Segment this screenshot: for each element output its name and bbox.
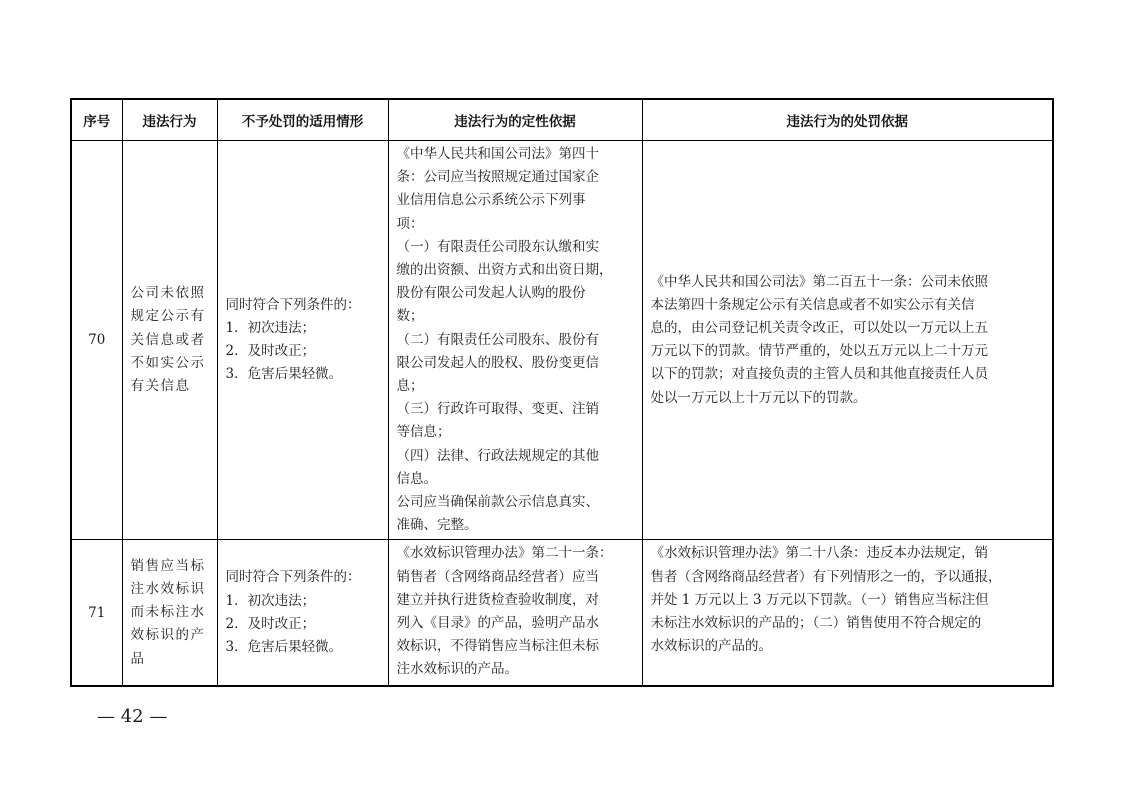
penalty-line: 处以一万元以上十万元以下的罚款。 <box>650 389 867 406</box>
penalty-cell <box>642 141 1053 540</box>
basis-line: 列入《目录》的产品，验明产品水 <box>396 615 599 632</box>
basis-line: 缴的出资额、出资方式和出资日期， <box>396 262 613 279</box>
exemption-line: 2．及时改正； <box>225 343 316 360</box>
exemption-line: 3．危害后果轻微。 <box>225 366 343 383</box>
basis-line: 股份有限公司发起人认购的股份 <box>396 285 586 302</box>
basis-line: 信息。 <box>396 470 437 487</box>
basis-line: 公司应当确保前款公示信息真实、 <box>396 494 599 511</box>
exemption-line: 同时符合下列条件的： <box>225 569 361 586</box>
table-row <box>71 540 1053 686</box>
exemption-line: 1．初次违法； <box>225 592 316 609</box>
violation-line: 效标识的产 <box>130 627 206 644</box>
regulation-table <box>70 98 1054 687</box>
header-basis: 违法行为的定性依据 <box>388 99 642 141</box>
basis-line: 息； <box>396 378 424 395</box>
violation-line: 注水效标识 <box>130 580 206 597</box>
violation-line: 有关信息 <box>130 378 191 395</box>
violation-cell <box>122 540 217 686</box>
basis-line: 等信息； <box>396 424 451 441</box>
basis-line: （三）行政许可取得、变更、注销 <box>396 401 599 418</box>
exemption-line: 2．及时改正； <box>225 615 316 632</box>
basis-line: 《中华人民共和国公司法》第四十 <box>396 146 599 162</box>
table-row <box>71 141 1053 540</box>
exemption-cell <box>217 141 388 540</box>
exemption-line: 同时符合下列条件的： <box>225 296 361 313</box>
penalty-line: 《中华人民共和国公司法》第二百五十一条：公司未依照 <box>650 273 988 290</box>
basis-line: （二）有限责任公司股东、股份有 <box>396 331 599 348</box>
penalty-line: 本法第四十条规定公示有关信息或者不如实公示有关信 <box>650 296 975 313</box>
exemption-line: 1．初次违法； <box>225 320 316 337</box>
basis-line: （四）法律、行政法规规定的其他 <box>396 447 599 464</box>
exemption-cell <box>217 540 388 686</box>
table-header-row <box>71 99 1053 141</box>
penalty-line: 售者（含网络商品经营者）有下列情形之一的，予以通报， <box>650 568 1002 585</box>
basis-line: 建立并执行进货检查验收制度，对 <box>396 591 599 608</box>
violation-line: 关信息或者 <box>130 331 206 348</box>
penalty-line: 息的，由公司登记机关责令改正，可以处以一万元以上五 <box>650 320 988 337</box>
header-exemption: 不予处罚的适用情形 <box>217 99 388 141</box>
header-violation: 违法行为 <box>122 99 217 141</box>
violation-line: 销售应当标 <box>130 557 206 574</box>
penalty-line: 并处 1 万元以上 3 万元以下罚款。（一）销售应当标注但 <box>650 591 989 608</box>
basis-line: 限公司发起人的股权、股份变更信 <box>396 354 599 371</box>
basis-line: 《水效标识管理办法》第二十一条： <box>396 545 613 562</box>
basis-line: 注水效标识的产品。 <box>396 661 518 678</box>
basis-line: 业信用信息公示系统公示下列事 <box>396 192 586 209</box>
basis-line: 数； <box>396 308 424 325</box>
violation-line: 而未标注水 <box>130 604 206 621</box>
basis-line: 效标识，不得销售应当标注但未标 <box>396 638 599 655</box>
violation-line: 不如实公示 <box>130 354 206 371</box>
row-number: 70 <box>71 141 122 540</box>
exemption-line: 3．危害后果轻微。 <box>225 638 343 655</box>
violation-line: 公司未依照 <box>130 285 206 302</box>
basis-line: 条：公司应当按照规定通过国家企 <box>396 169 599 186</box>
penalty-line: 水效标识的产品的。 <box>650 638 772 655</box>
header-number: 序号 <box>71 99 122 141</box>
basis-line: 项： <box>396 215 424 232</box>
basis-cell <box>388 540 642 686</box>
penalty-cell <box>642 540 1053 686</box>
violation-cell <box>122 141 217 540</box>
basis-cell <box>388 141 642 540</box>
penalty-line: 《水效标识管理办法》第二十八条：违反本办法规定，销 <box>650 545 988 562</box>
violation-line: 规定公示有 <box>130 308 206 325</box>
basis-line: 准确、完整。 <box>396 517 478 534</box>
basis-line: 销售者（含网络商品经营者）应当 <box>396 568 599 585</box>
penalty-line: 以下的罚款；对直接负责的主管人员和其他直接责任人员 <box>650 366 988 383</box>
header-penalty: 违法行为的处罚依据 <box>642 99 1053 141</box>
row-number: 71 <box>71 540 122 686</box>
page-number: — 42 — <box>97 706 168 727</box>
penalty-line: 未标注水效标识的产品的；（二）销售使用不符合规定的 <box>650 615 982 632</box>
violation-line: 品 <box>130 650 146 667</box>
penalty-line: 万元以下的罚款。情节严重的，处以五万元以上二十万元 <box>650 343 988 360</box>
basis-line: （一）有限责任公司股东认缴和实 <box>396 238 599 255</box>
